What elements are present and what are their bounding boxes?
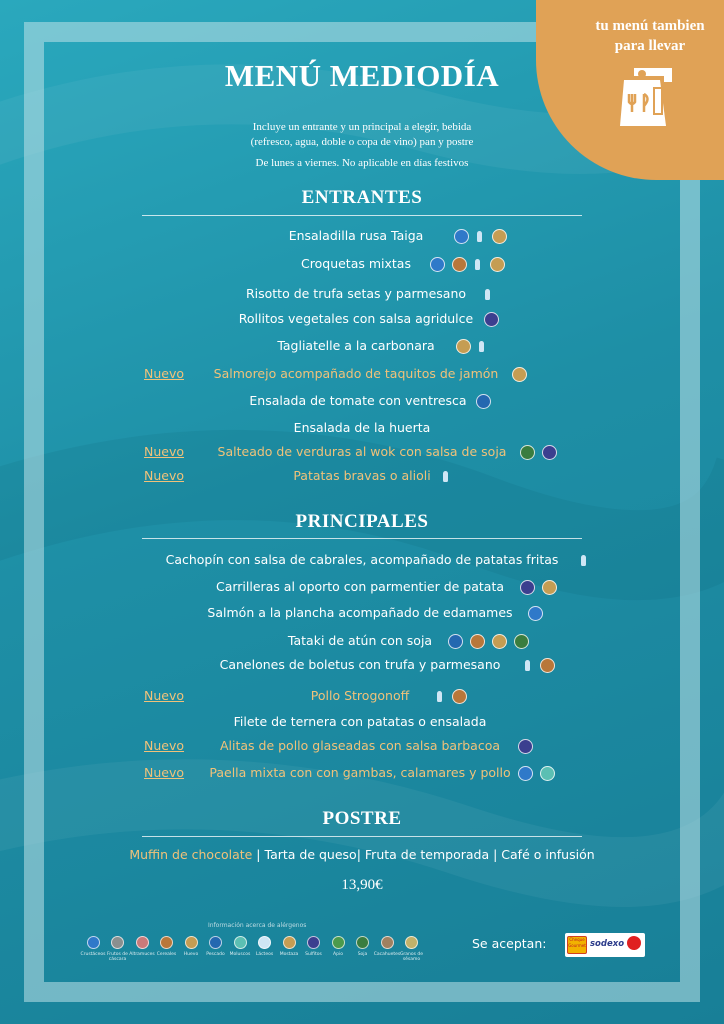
intro-line-3: De lunes a viernes. No aplicable en días festivos bbox=[255, 157, 469, 169]
legend-allergen-icon bbox=[258, 936, 271, 949]
egg-allergen-icon bbox=[492, 229, 507, 244]
milk-allergen-icon bbox=[524, 658, 532, 673]
milk-allergen-icon bbox=[476, 229, 484, 244]
mollusc-allergen-icon bbox=[540, 766, 555, 781]
menu-price: 13,90€ bbox=[341, 877, 383, 893]
postre-sep-1: | bbox=[252, 847, 265, 862]
legend-allergen-icon bbox=[234, 936, 247, 949]
legend-label: Soja bbox=[357, 952, 368, 957]
legend-label: Cereales bbox=[156, 952, 177, 957]
sulf-allergen-icon bbox=[520, 580, 535, 595]
principales-row bbox=[0, 657, 724, 679]
fish-allergen-icon bbox=[476, 394, 491, 409]
dish-name: Filete de ternera con patatas o ensalada bbox=[233, 714, 487, 729]
crust-allergen-icon bbox=[528, 606, 543, 621]
red-seal-logo bbox=[627, 936, 641, 950]
gluten-allergen-icon bbox=[470, 634, 485, 649]
legend-label: Pescado bbox=[206, 952, 225, 957]
legend-allergen-icon bbox=[405, 936, 418, 949]
postre-item-3: Fruta de temporada bbox=[364, 847, 490, 862]
principales-row bbox=[0, 605, 724, 627]
postre-heading: POSTRE bbox=[322, 808, 402, 829]
nuevo-link[interactable]: Nuevo bbox=[144, 688, 185, 703]
gluten-allergen-icon bbox=[540, 658, 555, 673]
legend-allergen-icon bbox=[111, 936, 124, 949]
legend-allergen-icon bbox=[136, 936, 149, 949]
entrantes-row bbox=[0, 311, 724, 333]
legend-label: Altramuces bbox=[129, 952, 155, 957]
fish-allergen-icon bbox=[448, 634, 463, 649]
soy-allergen-icon bbox=[514, 634, 529, 649]
egg-allergen-icon bbox=[456, 339, 471, 354]
dish-name: Alitas de pollo glaseadas con salsa barbacoa bbox=[219, 738, 501, 753]
nuevo-link[interactable]: Nuevo bbox=[144, 444, 185, 459]
principales-row bbox=[0, 765, 724, 787]
legend-item bbox=[397, 936, 427, 962]
entrantes-row bbox=[0, 444, 724, 466]
entrantes-row bbox=[0, 228, 724, 250]
legend-allergen-icon bbox=[87, 936, 100, 949]
postre-sep-3: | bbox=[489, 847, 502, 862]
gluten-allergen-icon bbox=[452, 257, 467, 272]
milk-allergen-icon bbox=[580, 553, 588, 568]
crust-allergen-icon bbox=[518, 766, 533, 781]
dish-name: Paella mixta con con gambas, calamares y pollo bbox=[209, 765, 511, 780]
entrantes-row bbox=[0, 286, 724, 308]
sulf-allergen-icon bbox=[518, 739, 533, 754]
menu-title: MENÚ MEDIODÍA bbox=[224, 58, 500, 93]
legend-label: Sulfitos bbox=[305, 952, 322, 957]
legend-allergen-icon bbox=[381, 936, 394, 949]
sodexo-logo: sodexo bbox=[590, 939, 625, 949]
principales-row bbox=[0, 738, 724, 760]
legend-label: Lácteos bbox=[255, 952, 274, 957]
egg-allergen-icon bbox=[542, 580, 557, 595]
nuevo-link[interactable]: Nuevo bbox=[144, 468, 185, 483]
milk-allergen-icon bbox=[478, 339, 486, 354]
principales-divider bbox=[142, 538, 582, 539]
dish-name: Salmón a la plancha acompañado de edamames bbox=[207, 605, 513, 620]
legend-allergen-icon bbox=[160, 936, 173, 949]
legend-label: Frutos de cáscara bbox=[107, 952, 128, 962]
legend-label: Cacahuetes bbox=[373, 952, 401, 957]
principales-row bbox=[0, 552, 724, 574]
egg-allergen-icon bbox=[512, 367, 527, 382]
takeaway-badge-line1: tu menú tambien bbox=[595, 18, 705, 34]
principales-row bbox=[0, 633, 724, 655]
postre-sep-2: | bbox=[356, 847, 365, 862]
dish-name: Canelones de boletus con trufa y parmesano bbox=[219, 657, 501, 672]
dish-name: Tagliatelle a la carbonara bbox=[277, 338, 435, 353]
milk-allergen-icon bbox=[474, 257, 482, 272]
dish-name: Salteado de verduras al wok con salsa de soja bbox=[217, 444, 507, 459]
egg-allergen-icon bbox=[490, 257, 505, 272]
dish-name: Croquetas mixtas bbox=[301, 256, 411, 271]
egg-allergen-icon bbox=[492, 634, 507, 649]
legend-allergen-icon bbox=[185, 936, 198, 949]
dish-name: Risotto de trufa setas y parmesano bbox=[245, 286, 467, 301]
legend-allergen-icon bbox=[307, 936, 320, 949]
legend-allergen-icon bbox=[209, 936, 222, 949]
dish-name: Tataki de atún con soja bbox=[287, 633, 433, 648]
principales-heading: PRINCIPALES bbox=[295, 511, 429, 532]
entrantes-row bbox=[0, 256, 724, 278]
nuevo-link[interactable]: Nuevo bbox=[144, 366, 185, 381]
legend-allergen-icon bbox=[332, 936, 345, 949]
crust-allergen-icon bbox=[454, 229, 469, 244]
entrantes-heading: ENTRANTES bbox=[301, 187, 423, 208]
dish-name: Patatas bravas o alioli bbox=[293, 468, 431, 483]
legend-allergen-icon bbox=[356, 936, 369, 949]
postre-item-4: Café o infusión bbox=[501, 847, 595, 862]
takeaway-badge-text bbox=[580, 16, 720, 56]
entrantes-row bbox=[0, 420, 724, 442]
takeaway-badge-line2: para llevar bbox=[614, 38, 686, 54]
sulf-allergen-icon bbox=[484, 312, 499, 327]
entrantes-divider bbox=[142, 215, 582, 216]
soy-allergen-icon bbox=[520, 445, 535, 460]
dish-name: Ensalada de tomate con ventresca bbox=[249, 393, 467, 408]
entrantes-row bbox=[0, 338, 724, 360]
legend-allergen-icon bbox=[283, 936, 296, 949]
dish-name: Pollo Strogonoff bbox=[310, 688, 410, 703]
principales-row bbox=[0, 714, 724, 736]
dish-name: Ensalada de la huerta bbox=[293, 420, 431, 435]
dish-name: Rollitos vegetales con salsa agridulce bbox=[238, 311, 474, 326]
postre-line bbox=[0, 847, 724, 862]
entrantes-row bbox=[0, 393, 724, 415]
legend-label: Apio bbox=[333, 952, 343, 957]
postre-item-2: Tarta de queso bbox=[264, 847, 357, 862]
nuevo-link[interactable]: Nuevo bbox=[144, 738, 185, 753]
postre-divider bbox=[142, 836, 582, 837]
nuevo-link[interactable]: Nuevo bbox=[144, 765, 185, 780]
milk-allergen-icon bbox=[436, 689, 444, 704]
legend-label: Mostaza bbox=[279, 952, 299, 957]
payment-label: Se aceptan: bbox=[472, 936, 547, 951]
postre-item-1: Muffin de chocolate bbox=[129, 847, 253, 862]
milk-allergen-icon bbox=[484, 287, 492, 302]
dish-name: Salmorejo acompañado de taquitos de jamón bbox=[213, 366, 499, 381]
intro-line-1: Incluye un entrante y un principal a elegir, bebida bbox=[252, 121, 472, 133]
legend-label: Moluscos bbox=[229, 952, 251, 957]
entrantes-row bbox=[0, 468, 724, 490]
legend-label: Crustáceos bbox=[80, 952, 106, 957]
sulf-allergen-icon bbox=[542, 445, 557, 460]
intro-line-2: (refresco, agua, doble o copa de vino) pan y postre bbox=[250, 136, 474, 148]
dish-name: Ensaladilla rusa Taiga bbox=[288, 228, 424, 243]
payment-logos bbox=[565, 933, 645, 957]
gluten-allergen-icon bbox=[452, 689, 467, 704]
allergen-legend-title: Información acerca de alérgenos bbox=[208, 922, 307, 929]
principales-row bbox=[0, 688, 724, 710]
crust-allergen-icon bbox=[430, 257, 445, 272]
dish-name: Cachopín con salsa de cabrales, acompañado de patatas fritas bbox=[165, 552, 559, 567]
legend-label: Huevo bbox=[183, 952, 199, 957]
entrantes-row bbox=[0, 366, 724, 388]
principales-row bbox=[0, 579, 724, 601]
dish-name: Carrilleras al oporto con parmentier de patata bbox=[215, 579, 505, 594]
legend-label: Granos de sésamo bbox=[399, 952, 424, 962]
milk-allergen-icon bbox=[442, 469, 450, 484]
cheque-gourmet-logo: Cheque Gourmet bbox=[567, 936, 587, 954]
